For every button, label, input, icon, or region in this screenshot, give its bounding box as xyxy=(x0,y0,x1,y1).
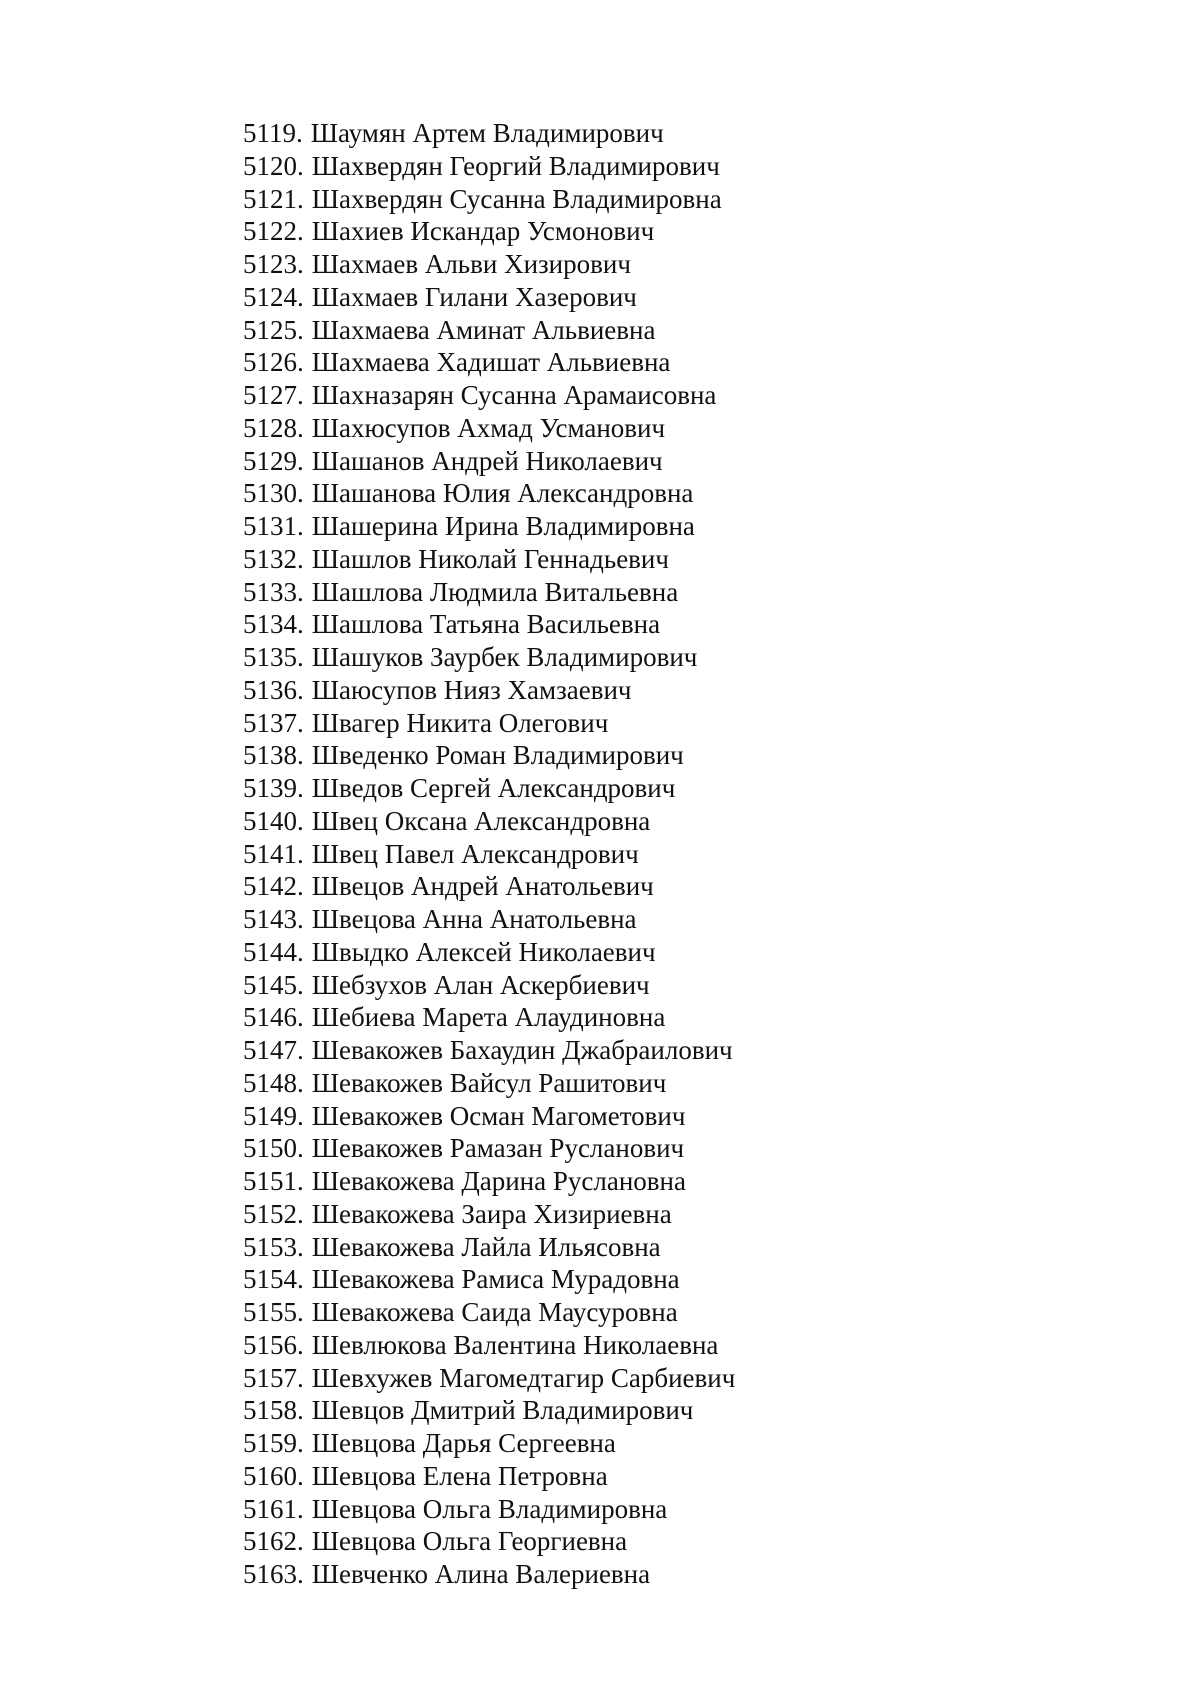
list-item xyxy=(243,870,735,903)
entry-number: 5136. xyxy=(243,674,304,705)
entry-number: 5119. xyxy=(243,118,303,148)
entry-spacer xyxy=(304,707,312,740)
list-item xyxy=(243,1034,735,1067)
entry-number: 5150. xyxy=(243,1133,304,1164)
list-item xyxy=(243,936,735,969)
list-item xyxy=(243,314,735,347)
list-item xyxy=(243,805,735,838)
entry-number: 5149. xyxy=(243,1100,304,1131)
list-item xyxy=(243,412,735,445)
entry-spacer xyxy=(304,1558,312,1591)
entry-name: Шаумян Артем Владимирович xyxy=(310,118,664,148)
entry-spacer xyxy=(304,248,312,281)
entry-number: 5124. xyxy=(243,281,304,312)
list-item xyxy=(243,510,735,543)
entry-name: Шахвердян Георгий Владимирович xyxy=(311,150,720,181)
list-item xyxy=(243,608,735,641)
list-item xyxy=(243,1493,735,1526)
list-item xyxy=(243,1263,735,1296)
entry-name: Шевченко Алина Валериевна xyxy=(311,1559,651,1589)
entry-name: Шевакожева Рамиса Мурадовна xyxy=(311,1264,680,1295)
entry-spacer xyxy=(304,870,312,903)
list-item xyxy=(243,1427,735,1460)
entry-name: Шевакожев Бахаудин Джабраилович xyxy=(311,1035,733,1065)
entry-spacer xyxy=(304,1263,312,1296)
entry-name: Швыдко Алексей Николаевич xyxy=(311,936,656,967)
entry-number: 5140. xyxy=(243,805,304,836)
entry-number: 5161. xyxy=(243,1493,304,1524)
entry-name: Шахмаев Альви Хизирович xyxy=(311,249,631,279)
entry-name: Шахиев Искандар Усмонович xyxy=(311,216,655,247)
entry-spacer xyxy=(304,936,312,969)
entry-spacer xyxy=(304,1132,312,1165)
entry-name: Шахюсупов Ахмад Усманович xyxy=(311,412,666,443)
entry-name: Шашлова Людмила Витальевна xyxy=(311,576,679,607)
entry-number: 5148. xyxy=(243,1067,304,1098)
entry-name: Швецов Андрей Анатольевич xyxy=(311,871,654,902)
list-item xyxy=(243,707,735,740)
list-item xyxy=(243,379,735,412)
entry-number: 5147. xyxy=(243,1035,304,1065)
entry-spacer xyxy=(304,1034,312,1067)
entry-spacer xyxy=(304,1001,312,1034)
entry-name: Шевакожев Осман Магометович xyxy=(311,1100,686,1131)
entry-number: 5129. xyxy=(243,445,304,476)
entry-number: 5126. xyxy=(243,347,304,378)
entry-spacer xyxy=(304,1165,312,1198)
entry-name: Шведов Сергей Александрович xyxy=(311,773,676,803)
list-item xyxy=(243,477,735,510)
entry-name: Шахназарян Сусанна Арамаисовна xyxy=(311,380,717,410)
list-item xyxy=(243,1001,735,1034)
entry-name: Швецова Анна Анатольевна xyxy=(311,904,637,934)
list-item xyxy=(243,445,735,478)
entry-number: 5141. xyxy=(243,838,304,869)
entry-number: 5151. xyxy=(243,1166,304,1196)
entry-number: 5132. xyxy=(243,543,304,574)
entry-spacer xyxy=(304,739,312,772)
list-item xyxy=(243,903,735,936)
entry-name: Шевакожев Вайсул Рашитович xyxy=(311,1067,667,1098)
entry-name: Шашлов Николай Геннадьевич xyxy=(311,543,669,574)
entry-name: Шевцова Ольга Владимировна xyxy=(311,1493,668,1524)
entry-name: Шахвердян Сусанна Владимировна xyxy=(311,183,722,214)
list-item xyxy=(243,969,735,1002)
entry-name: Шебзухов Алан Аскербиевич xyxy=(311,969,650,1000)
list-item xyxy=(243,674,735,707)
entry-name: Швец Оксана Александровна xyxy=(311,805,651,836)
entry-spacer xyxy=(304,1067,312,1100)
entry-name: Швагер Никита Олегович xyxy=(311,707,609,738)
entry-number: 5145. xyxy=(243,969,304,1000)
list-item xyxy=(243,1460,735,1493)
entry-spacer xyxy=(304,1493,312,1526)
entry-number: 5159. xyxy=(243,1428,304,1458)
entry-spacer xyxy=(304,838,312,871)
entry-spacer xyxy=(304,641,312,674)
entry-name: Шевцова Ольга Георгиевна xyxy=(311,1526,628,1557)
entry-name: Шашерина Ирина Владимировна xyxy=(311,511,695,541)
list-item xyxy=(243,838,735,871)
entry-spacer xyxy=(304,1231,312,1264)
list-item xyxy=(243,1067,735,1100)
list-item xyxy=(243,641,735,674)
entry-number: 5163. xyxy=(243,1559,304,1589)
entry-number: 5137. xyxy=(243,707,304,738)
entry-name: Шахмаева Аминат Альвиевна xyxy=(311,314,656,345)
entry-number: 5120. xyxy=(243,150,304,181)
list-item xyxy=(243,215,735,248)
entry-number: 5123. xyxy=(243,249,304,279)
list-item xyxy=(243,1100,735,1133)
entry-number: 5122. xyxy=(243,216,304,247)
entry-spacer xyxy=(304,346,312,379)
entry-number: 5138. xyxy=(243,740,304,771)
entry-number: 5155. xyxy=(243,1297,304,1327)
list-item xyxy=(243,576,735,609)
entry-name: Шевлюкова Валентина Николаевна xyxy=(311,1329,719,1360)
entry-name: Шевхужев Магомедтагир Сарбиевич xyxy=(311,1362,736,1393)
entry-name: Шашанов Андрей Николаевич xyxy=(311,445,663,476)
entry-number: 5144. xyxy=(243,936,304,967)
entry-name: Шевцов Дмитрий Владимирович xyxy=(311,1395,694,1426)
entry-spacer xyxy=(304,576,312,609)
entry-name: Шаюсупов Нияз Хамзаевич xyxy=(311,674,632,705)
entry-name: Шашлова Татьяна Васильевна xyxy=(311,609,661,640)
entry-number: 5152. xyxy=(243,1198,304,1229)
entry-number: 5162. xyxy=(243,1526,304,1557)
list-item xyxy=(243,1362,735,1395)
list-item xyxy=(243,543,735,576)
entry-number: 5135. xyxy=(243,642,304,672)
entry-name: Шебиева Марета Алаудиновна xyxy=(311,1002,666,1033)
entry-spacer xyxy=(304,1198,312,1231)
list-item xyxy=(243,248,735,281)
list-item xyxy=(243,1394,735,1427)
entry-number: 5142. xyxy=(243,871,304,902)
entry-spacer xyxy=(304,805,312,838)
list-item xyxy=(243,183,735,216)
entry-number: 5125. xyxy=(243,314,304,345)
entry-number: 5157. xyxy=(243,1362,304,1393)
entry-spacer xyxy=(304,969,312,1002)
entry-spacer xyxy=(304,674,312,707)
entry-name: Шевцова Дарья Сергеевна xyxy=(311,1428,616,1458)
entry-spacer xyxy=(304,608,312,641)
entry-number: 5131. xyxy=(243,511,304,541)
list-item xyxy=(243,117,735,150)
name-list xyxy=(243,117,735,1591)
entry-number: 5158. xyxy=(243,1395,304,1426)
entry-spacer xyxy=(304,1100,312,1133)
entry-spacer xyxy=(304,445,312,478)
entry-name: Шевакожева Саида Маусуровна xyxy=(311,1297,678,1327)
entry-spacer xyxy=(304,1427,312,1460)
entry-spacer xyxy=(304,183,312,216)
entry-spacer xyxy=(304,1460,312,1493)
entry-spacer xyxy=(304,903,312,936)
list-item xyxy=(243,1296,735,1329)
entry-spacer xyxy=(304,150,312,183)
list-item xyxy=(243,1329,735,1362)
entry-number: 5128. xyxy=(243,412,304,443)
entry-spacer xyxy=(304,1296,312,1329)
entry-name: Шевакожева Дарина Руслановна xyxy=(311,1166,686,1196)
list-item xyxy=(243,772,735,805)
entry-name: Швец Павел Александрович xyxy=(311,838,639,869)
list-item xyxy=(243,1525,735,1558)
entry-spacer xyxy=(304,379,312,412)
entry-number: 5133. xyxy=(243,576,304,607)
list-item xyxy=(243,346,735,379)
list-item xyxy=(243,739,735,772)
entry-name: Шевакожев Рамазан Русланович xyxy=(311,1133,685,1164)
entry-number: 5127. xyxy=(243,380,304,410)
entry-spacer xyxy=(304,412,312,445)
entry-number: 5160. xyxy=(243,1460,304,1491)
list-item xyxy=(243,1165,735,1198)
entry-number: 5130. xyxy=(243,478,304,509)
entry-name: Шевакожева Лайла Ильясовна xyxy=(311,1231,661,1262)
entry-name: Шевцова Елена Петровна xyxy=(311,1460,608,1491)
entry-name: Шевакожева Заира Хизириевна xyxy=(311,1198,672,1229)
entry-spacer xyxy=(304,510,312,543)
list-item xyxy=(243,150,735,183)
entry-spacer xyxy=(304,543,312,576)
list-item xyxy=(243,1558,735,1591)
list-item xyxy=(243,1132,735,1165)
entry-spacer xyxy=(304,314,312,347)
entry-spacer xyxy=(304,215,312,248)
entry-number: 5146. xyxy=(243,1002,304,1033)
entry-spacer xyxy=(304,1362,312,1395)
entry-number: 5134. xyxy=(243,609,304,640)
entry-number: 5156. xyxy=(243,1329,304,1360)
entry-spacer xyxy=(304,772,312,805)
entry-spacer xyxy=(304,281,312,314)
list-item xyxy=(243,281,735,314)
list-item xyxy=(243,1198,735,1231)
entry-name: Шашуков Заурбек Владимирович xyxy=(311,642,698,672)
entry-spacer xyxy=(304,1329,312,1362)
entry-spacer xyxy=(304,1525,312,1558)
entry-spacer xyxy=(304,477,312,510)
entry-number: 5143. xyxy=(243,904,304,934)
list-item xyxy=(243,1231,735,1264)
entry-spacer xyxy=(303,117,311,150)
entry-spacer xyxy=(304,1394,312,1427)
entry-name: Шахмаева Хадишат Альвиевна xyxy=(311,347,671,378)
entry-number: 5139. xyxy=(243,773,304,803)
entry-number: 5154. xyxy=(243,1264,304,1295)
entry-number: 5121. xyxy=(243,183,304,214)
entry-number: 5153. xyxy=(243,1231,304,1262)
entry-name: Шведенко Роман Владимирович xyxy=(311,740,684,771)
entry-name: Шашанова Юлия Александровна xyxy=(311,478,694,509)
entry-name: Шахмаев Гилани Хазерович xyxy=(311,281,637,312)
